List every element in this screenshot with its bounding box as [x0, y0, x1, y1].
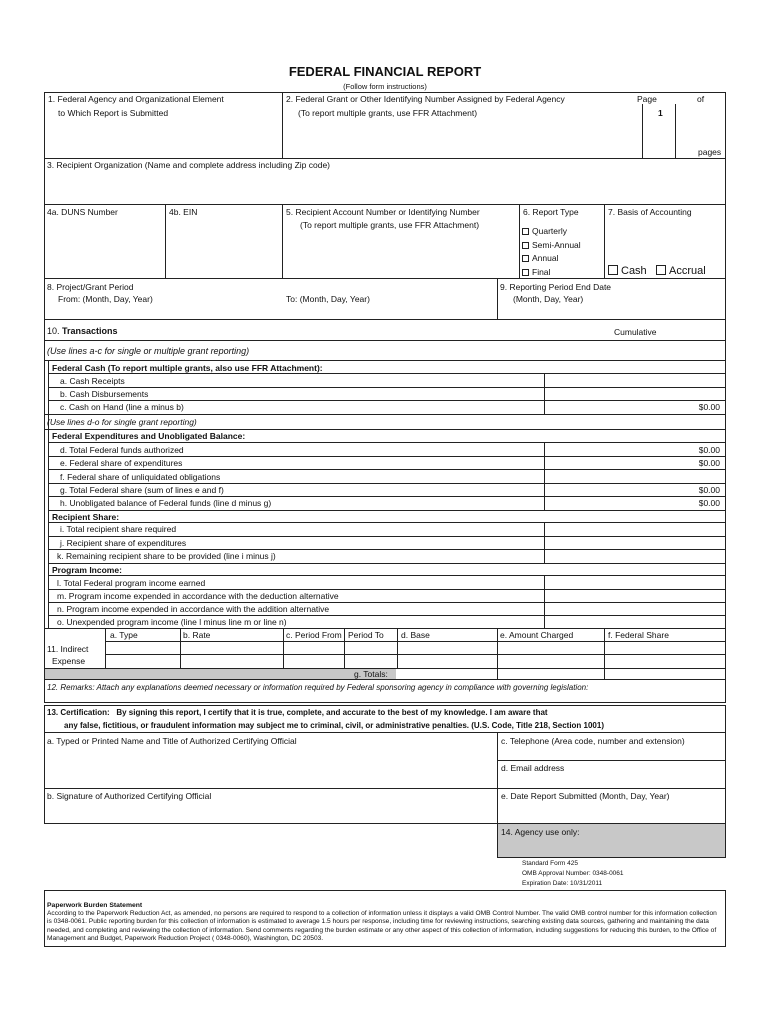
line-e-value: $0.00	[698, 458, 720, 468]
line-e-label: e. Federal share of expenditures	[60, 458, 183, 468]
indirect-shaded-area	[45, 669, 396, 679]
form-title: FEDERAL FINANCIAL REPORT	[288, 64, 482, 79]
page-number[interactable]: 1	[658, 108, 663, 118]
page-of-label: of	[697, 94, 705, 104]
box3-label: 3. Recipient Organization (Name and complete address including Zip code)	[47, 160, 331, 170]
cert-d-label: d. Email address	[501, 763, 565, 773]
line-f-value[interactable]	[546, 470, 724, 482]
grant-number-field[interactable]	[284, 120, 640, 156]
remarks-field[interactable]	[46, 694, 724, 702]
recipient-organization-field[interactable]	[46, 172, 724, 202]
line-c-value: $0.00	[698, 402, 720, 412]
indirect-amount-header: e. Amount Charged	[500, 630, 574, 640]
line-k-label: k. Remaining recipient share to be provided (line i minus j)	[57, 551, 276, 561]
box5-label-2: (To report multiple grants, use FFR Attachment)	[300, 220, 480, 230]
note-lines-a-c: (Use lines a-c for single or multiple grant reporting)	[47, 346, 250, 356]
checkbox-icon	[522, 228, 529, 235]
line-g-value: $0.00	[698, 485, 720, 495]
telephone-field[interactable]	[499, 748, 724, 759]
standard-form-number: Standard Form 425	[522, 860, 579, 867]
basis-cash-option[interactable]: Cash	[608, 265, 647, 277]
cumulative-label: Cumulative	[614, 327, 657, 337]
basis-accrual-option[interactable]: Accrual	[656, 265, 706, 277]
box6-label: 6. Report Type	[523, 207, 579, 217]
line-n-label: n. Program income expended in accordance with the addition alternative	[57, 604, 330, 614]
burden-title: Paperwork Burden Statement	[47, 902, 143, 909]
certifying-official-name-field[interactable]	[46, 748, 495, 786]
indirect-label-2: Expense	[52, 656, 86, 666]
line-m-label: m. Program income expended in accordance with the deduction alternative	[57, 591, 339, 601]
line-d-value: $0.00	[698, 445, 720, 455]
line-o-label: o. Unexpended program income (line l minus line m or line n)	[57, 617, 287, 627]
line-h-value: $0.00	[698, 498, 720, 508]
box7-label: 7. Basis of Accounting	[608, 207, 692, 217]
line-m-value[interactable]	[546, 590, 724, 602]
line-k-value[interactable]	[546, 550, 724, 562]
cert-a-label: a. Typed or Printed Name and Title of Authorized Certifying Official	[47, 736, 297, 746]
report-type-final[interactable]: Final	[522, 268, 550, 277]
checkbox-icon	[608, 265, 618, 275]
project-period-from[interactable]: From: (Month, Day, Year)	[58, 294, 153, 304]
cert-e-label: e. Date Report Submitted (Month, Day, Year)	[501, 791, 670, 801]
expiration-date: Expiration Date: 10/31/2011	[522, 880, 603, 887]
federal-cash-heading: Federal Cash (To report multiple grants, also use FFR Attachment):	[52, 363, 323, 373]
indirect-period-from-header: c. Period From	[286, 630, 342, 640]
box5-label: 5. Recipient Account Number or Identifying Number	[286, 207, 480, 217]
line-l-label: l. Total Federal program income earned	[57, 578, 206, 588]
project-period-to[interactable]: To: (Month, Day, Year)	[286, 294, 370, 304]
box2-label-2: (To report multiple grants, use FFR Attachment)	[298, 108, 478, 118]
line-n-value[interactable]	[546, 603, 724, 615]
cert-c-label: c. Telephone (Area code, number and extension)	[501, 736, 685, 746]
box8-label: 8. Project/Grant Period	[47, 282, 134, 292]
duns-number-field[interactable]	[46, 220, 163, 276]
report-type-quarterly[interactable]: Quarterly	[522, 227, 567, 236]
indirect-type-header: a. Type	[110, 630, 138, 640]
signature-field[interactable]	[46, 803, 495, 822]
box4b-label: 4b. EIN	[169, 207, 198, 217]
page-label: Page	[637, 94, 657, 104]
note-lines-d-o: (Use lines d-o for single grant reporting)	[47, 417, 197, 427]
line-b-value[interactable]	[546, 388, 724, 400]
agency-use-label: 14. Agency use only:	[501, 827, 580, 837]
line-a-label: a. Cash Receipts	[60, 376, 125, 386]
indirect-totals-amount[interactable]	[499, 669, 603, 678]
ein-field[interactable]	[167, 220, 280, 276]
pages-label: pages	[698, 147, 722, 157]
federal-expenditures-heading: Federal Expenditures and Unobligated Balance:	[52, 431, 246, 441]
indirect-period-to-header: Period To	[348, 630, 384, 640]
box1-label: 1. Federal Agency and Organizational Element	[48, 94, 224, 104]
line-b-label: b. Cash Disbursements	[60, 389, 149, 399]
checkbox-icon	[522, 269, 529, 276]
transactions-number: 10.	[47, 326, 60, 336]
line-a-value[interactable]	[546, 374, 724, 386]
certification-text-2: any false, fictitious, or fraudulent information may subject me to criminal, civil, or administrative penalties. (U.S. Code, Title 218, Section 1001)	[64, 721, 604, 730]
line-i-label: i. Total recipient share required	[60, 524, 177, 534]
line-d-label: d. Total Federal funds authorized	[60, 445, 184, 455]
date-submitted-field[interactable]	[499, 803, 724, 822]
certification-number: 13. Certification:	[47, 708, 110, 717]
recipient-account-field[interactable]	[284, 232, 517, 276]
indirect-rate-header: b. Rate	[183, 630, 211, 640]
checkbox-icon	[522, 255, 529, 262]
form-subtitle: (Follow form instructions)	[343, 82, 427, 91]
recipient-share-heading: Recipient Share:	[52, 512, 120, 522]
line-j-label: j. Recipient share of expenditures	[60, 538, 187, 548]
burden-text: According to the Paperwork Reduction Act, as amended, no persons are required to respond to a collection of information unless it displays a valid OMB Control Number. The valid OMB control number for this information collection is 0348-0061. Public reporting burden for this collection of information is estimated to average 1.5 hours per response, including time for reviewing instructions, searching existing data sources, gathering and maintaining the data needed, and completing and reviewing the collection of information. Send comments regarding the burden estimate or any other aspect of this collection of information, including suggestions for reducing this burden, to the Office of Management and Budget, Paperwork Reduction Project ( 0348-0060), Washington, DC 20503.	[47, 910, 717, 943]
box1-label-2: to Which Report is Submitted	[58, 108, 169, 118]
transactions-heading: Transactions	[62, 326, 118, 336]
agency-element-field[interactable]	[46, 120, 280, 156]
report-type-annual[interactable]: Annual	[522, 254, 558, 263]
box4a-label: 4a. DUNS Number	[47, 207, 118, 217]
indirect-totals-label: g. Totals:	[354, 669, 388, 679]
line-i-value[interactable]	[546, 523, 724, 535]
report-type-semi-annual[interactable]: Semi-Annual	[522, 241, 581, 250]
box9-label: 9. Reporting Period End Date	[500, 282, 612, 292]
line-h-label: h. Unobligated balance of Federal funds (line d minus g)	[60, 498, 272, 508]
line-o-value[interactable]	[546, 616, 724, 628]
indirect-totals-federal-share[interactable]	[606, 669, 724, 678]
indirect-base-header: d. Base	[401, 630, 430, 640]
line-c-label: c. Cash on Hand (line a minus b)	[60, 402, 184, 412]
checkbox-icon	[656, 265, 666, 275]
remarks-label: 12. Remarks: Attach any explanations deemed necessary or information required by Federal sponsoring agency in compliance with governing legislation:	[47, 683, 589, 692]
indirect-federal-share-header: f. Federal Share	[608, 630, 669, 640]
checkbox-icon	[522, 242, 529, 249]
omb-approval-number: OMB Approval Number: 0348-0061	[522, 870, 624, 877]
cert-b-label: b. Signature of Authorized Certifying Official	[47, 791, 212, 801]
program-income-heading: Program Income:	[52, 565, 122, 575]
line-f-label: f. Federal share of unliquidated obligations	[60, 472, 221, 482]
certification-text-1: By signing this report, I certify that it is true, complete, and accurate to the best of my knowledge. I am aware that	[116, 708, 548, 717]
line-j-value[interactable]	[546, 537, 724, 549]
indirect-label: 11. Indirect	[47, 644, 89, 654]
email-field[interactable]	[499, 774, 724, 787]
reporting-period-end-date[interactable]: (Month, Day, Year)	[513, 294, 584, 304]
line-g-label: g. Total Federal share (sum of lines e and f)	[60, 485, 224, 495]
line-l-value[interactable]	[546, 576, 724, 588]
box2-label: 2. Federal Grant or Other Identifying Number Assigned by Federal Agency	[286, 94, 565, 104]
